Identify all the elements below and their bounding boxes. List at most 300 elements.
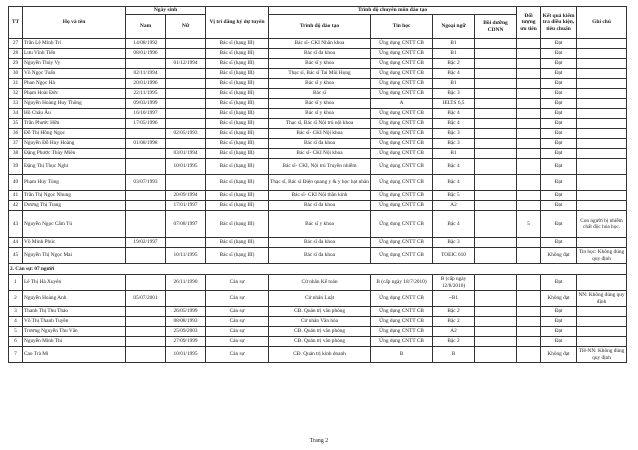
cell-position: Cán sự: [206, 347, 269, 363]
cell-cdnn: [475, 49, 517, 59]
cell-name: Nguyễn Thị Ngọc Mai: [23, 248, 126, 264]
cell-dob-male: [126, 327, 166, 337]
cell-dob-female: 10/11/1995: [166, 248, 206, 264]
cell-dob-female: 25/09/2003: [166, 327, 206, 337]
cell-cdnn: [475, 201, 517, 211]
cell-it: Ứng dụng CNTT CB: [371, 201, 433, 211]
table-header: [9, 7, 627, 39]
header-male: Nam: [126, 15, 166, 39]
section-2: [9, 264, 627, 275]
table-row: [9, 59, 627, 69]
cell-dob-female: 08/08/1993: [166, 317, 206, 327]
table-row: [9, 89, 627, 99]
cell-language: Bậc 4: [433, 119, 475, 129]
cell-language: Bậc 3: [433, 139, 475, 149]
cell-name: Nguyễn Hoàng Anh: [23, 291, 126, 307]
cell-result: Đạt: [541, 59, 577, 69]
cell-dob-male: 20/01/1996: [126, 79, 166, 89]
page-number: Trang 2: [309, 438, 329, 444]
cell-result: Đạt: [541, 201, 577, 211]
cell-tt: 28: [9, 49, 23, 59]
cell-it: Ứng dụng CNTT CB: [371, 337, 433, 347]
cell-training: Cử nhân Kế toán: [269, 275, 371, 291]
cell-priority: [517, 175, 541, 191]
cell-priority: [517, 69, 541, 79]
cell-training: Thạc sĩ, Bác sĩ Nội trú nội khoa: [269, 119, 371, 129]
header-female: Nữ: [166, 15, 206, 39]
table-row: [9, 317, 627, 327]
cell-cdnn: [475, 211, 517, 238]
cell-position: Bác sĩ (hạng III): [206, 238, 269, 248]
cell-it: Ứng dụng CNTT CB: [371, 79, 433, 89]
cell-it: Ứng dụng CNTT CB: [371, 149, 433, 159]
table-row: [9, 238, 627, 248]
cell-dob-male: 22/11/1995: [126, 89, 166, 99]
cell-position: Bác sĩ (hạng III): [206, 109, 269, 119]
cell-dob-female: [166, 79, 206, 89]
cell-note: [577, 307, 627, 317]
cell-language: Bậc 2: [433, 317, 475, 327]
cell-priority: [517, 149, 541, 159]
header-priority: Đối tượng ưu tiên: [517, 7, 541, 39]
cell-training: Bác sĩ y khoa: [269, 99, 371, 109]
cell-cdnn: [475, 248, 517, 264]
cell-result: Đạt: [541, 119, 577, 129]
cell-dob-male: 09/03/1999: [126, 99, 166, 109]
cell-training: Bác sĩ- CKI, Nội trú Truyền nhiễm: [269, 159, 371, 175]
cell-position: Bác sĩ (hạng III): [206, 248, 269, 264]
cell-cdnn: [475, 59, 517, 69]
cell-dob-male: 16/10/1997: [126, 109, 166, 119]
cell-it: Ứng dụng CNTT CB: [371, 248, 433, 264]
cell-tt: 38: [9, 149, 23, 159]
cell-dob-male: [126, 129, 166, 139]
cell-dob-male: 14/08/1992: [126, 39, 166, 49]
cell-priority: [517, 201, 541, 211]
cell-name: Lưu Vĩnh Tiến: [23, 49, 126, 59]
cell-tt: 1: [9, 275, 23, 291]
cell-tt: 31: [9, 79, 23, 89]
cell-it: Ứng dụng CNTT CB: [371, 39, 433, 49]
cell-cdnn: [475, 307, 517, 317]
cell-position: Bác sĩ (hạng III): [206, 49, 269, 59]
cell-name: Lê Thị Hà Xuyên: [23, 275, 126, 291]
cell-name: Trần Phước Hữu: [23, 119, 126, 129]
cell-it: B: [371, 347, 433, 363]
cell-dob-female: 03/01/1994: [166, 149, 206, 159]
cell-name: Hồ Châu Âu: [23, 109, 126, 119]
cell-cdnn: [475, 159, 517, 175]
cell-training: Bác sĩ y khoa: [269, 109, 371, 119]
candidate-table: [8, 6, 627, 363]
cell-language: A2: [433, 201, 475, 211]
cell-position: Bác sĩ (hạng III): [206, 99, 269, 109]
cell-priority: [517, 109, 541, 119]
cell-result: Đạt: [541, 139, 577, 149]
cell-priority: [517, 49, 541, 59]
cell-priority: [517, 317, 541, 327]
cell-tt: 45: [9, 248, 23, 264]
cell-cdnn: [475, 69, 517, 79]
cell-training: Cử nhân Luật: [269, 291, 371, 307]
cell-name: Thanh Thị Thu Thảo: [23, 307, 126, 317]
cell-training: CĐ. Quản trị văn phòng: [269, 307, 371, 317]
cell-note: [577, 238, 627, 248]
cell-it: B (cấp ngày 18/7/2010): [371, 275, 433, 291]
cell-dob-female: [166, 89, 206, 99]
cell-note: [577, 69, 627, 79]
table-row: [9, 275, 627, 291]
header-qualification-group: Trình độ chuyên môn đào tạo: [269, 7, 517, 15]
cell-note: [577, 49, 627, 59]
cell-priority: [517, 238, 541, 248]
cell-priority: [517, 89, 541, 99]
table-row: [9, 248, 627, 264]
cell-dob-male: [126, 275, 166, 291]
cell-result: Đạt: [541, 175, 577, 191]
cell-language: TOEIC 610: [433, 248, 475, 264]
cell-name: Nguyễn Đỗ Huy Hoàng: [23, 139, 126, 149]
cell-priority: 5: [517, 211, 541, 238]
cell-cdnn: [475, 99, 517, 109]
cell-dob-male: [126, 159, 166, 175]
cell-it: Ứng dụng CNTT CB: [371, 317, 433, 327]
cell-name: Võ Minh Phúc: [23, 238, 126, 248]
cell-position: Bác sĩ (hạng III): [206, 69, 269, 79]
cell-cdnn: [475, 275, 517, 291]
cell-language: B1: [433, 79, 475, 89]
cell-name: Trương Nguyễn Thu Vân: [23, 327, 126, 337]
cell-it: Ứng dụng CNTT CB: [371, 175, 433, 191]
cell-it: Ứng dụng CNTT CB: [371, 139, 433, 149]
header-position: Vị trí đăng ký dự tuyển: [206, 7, 269, 39]
cell-name: Đỗ Thị Hồng Ngọc: [23, 129, 126, 139]
cell-position: Bác sĩ (hạng III): [206, 201, 269, 211]
cell-position: Bác sĩ (hạng III): [206, 79, 269, 89]
cell-language: Bậc 5: [433, 191, 475, 201]
cell-language: Bậc 3: [433, 238, 475, 248]
cell-note: [577, 99, 627, 109]
cell-tt: 43: [9, 211, 23, 238]
cell-language: Bậc 4: [433, 69, 475, 79]
cell-position: Bác sĩ (hạng III): [206, 139, 269, 149]
cell-tt: 7: [9, 347, 23, 363]
cell-training: Bác sĩ: [269, 89, 371, 99]
cell-dob-female: [166, 39, 206, 49]
header-dob: Ngày sinh: [126, 7, 206, 15]
cell-language: IELTS 6,5: [433, 99, 475, 109]
table-row: [9, 337, 627, 347]
section-title: 2. Cán sự: 07 người: [9, 264, 627, 275]
cell-training: Bác sĩ đa khoa: [269, 201, 371, 211]
cell-dob-male: [126, 307, 166, 317]
cell-result: Đạt: [541, 317, 577, 327]
cell-cdnn: [475, 191, 517, 201]
cell-result: Đạt: [541, 149, 577, 159]
cell-dob-female: [166, 109, 206, 119]
cell-cdnn: [475, 238, 517, 248]
cell-training: Bác sĩ y khoa: [269, 211, 371, 238]
cell-note: NN: Không đúng quy định: [578, 292, 625, 305]
cell-it: Ứng dụng CNTT CB: [371, 191, 433, 201]
cell-note: [577, 191, 627, 201]
cell-dob-male: [126, 317, 166, 327]
cell-name: Nguyễn Hoàng Huy Thông: [23, 99, 126, 109]
header-language: Ngoại ngữ: [433, 15, 475, 39]
cell-position: Bác sĩ (hạng III): [206, 159, 269, 175]
header-it: Tin học: [371, 15, 433, 39]
cell-result: Không đạt: [541, 291, 577, 307]
cell-language: Bậc 4: [433, 159, 475, 175]
cell-tt: 2: [9, 291, 23, 307]
cell-dob-female: [166, 291, 206, 307]
cell-result: Đạt: [541, 275, 577, 291]
cell-priority: [517, 129, 541, 139]
cell-dob-male: [126, 191, 166, 201]
cell-dob-male: [126, 59, 166, 69]
cell-note: TH-NN: Không đúng quy định: [577, 347, 627, 363]
cell-tt: 33: [9, 99, 23, 109]
cell-it: Ứng dụng CNTT CB: [371, 211, 433, 238]
cell-tt: 29: [9, 59, 23, 69]
cell-position: Bác sĩ (hạng III): [206, 175, 269, 191]
table-row: [9, 327, 627, 337]
table-row: [9, 139, 627, 149]
table-row: [9, 307, 627, 317]
table-row: [9, 109, 627, 119]
cell-language: Bậc 3: [433, 129, 475, 139]
cell-training: Bác sĩ đa khoa: [269, 139, 371, 149]
cell-note: Tin học: Không đúng quy định: [577, 248, 627, 264]
cell-dob-male: 08/01/1996: [126, 49, 166, 59]
cell-result: Đạt: [541, 211, 577, 238]
cell-cdnn: [475, 327, 517, 337]
table-row: [9, 191, 627, 201]
cell-tt: 34: [9, 109, 23, 119]
cell-dob-female: [166, 99, 206, 109]
table-row: [9, 39, 627, 49]
cell-language: B1: [433, 149, 475, 159]
assistant-rows: [9, 275, 627, 363]
cell-cdnn: [475, 291, 517, 307]
cell-note: [577, 109, 627, 119]
cell-cdnn: [475, 39, 517, 49]
cell-name: Võ Thị Thanh Tuyền: [23, 317, 126, 327]
cell-it: Ứng dụng CNTT CB: [371, 109, 433, 119]
cell-cdnn: [475, 79, 517, 89]
cell-dob-male: [126, 211, 166, 238]
table-row: [9, 129, 627, 139]
cell-result: Đạt: [541, 39, 577, 49]
header-name: Họ và tên: [23, 7, 126, 39]
cell-it: Ứng dụng CNTT CB: [371, 49, 433, 59]
cell-cdnn: [475, 337, 517, 347]
cell-result: Đạt: [541, 89, 577, 99]
cell-language: B1: [433, 39, 475, 49]
cell-dob-female: 27/09/1999: [166, 337, 206, 347]
table-row: [9, 119, 627, 129]
cell-note: [577, 139, 627, 149]
cell-note: [577, 159, 627, 175]
cell-position: Cán sự: [206, 291, 269, 307]
cell-name: Nguyễn Minh Thi: [23, 337, 126, 347]
cell-priority: [517, 307, 541, 317]
cell-priority: [517, 99, 541, 109]
table-row: [9, 211, 627, 238]
cell-cdnn: [475, 317, 517, 327]
cell-name: Đặng Thị Thục Nghi: [23, 159, 126, 175]
cell-dob-female: 17/01/1997: [166, 201, 206, 211]
cell-result: Đạt: [541, 159, 577, 175]
cell-dob-male: 19/02/1997: [126, 238, 166, 248]
cell-training: Bác sĩ- CKI Nội khoa: [269, 129, 371, 139]
cell-result: Đạt: [541, 109, 577, 119]
cell-language: Bậc 4: [433, 175, 475, 191]
cell-tt: 30: [9, 69, 23, 79]
cell-position: Cán sự: [206, 337, 269, 347]
cell-priority: [517, 139, 541, 149]
cell-tt: 27: [9, 39, 23, 49]
cell-result: Đạt: [541, 307, 577, 317]
header-result: Kết quả kiểm tra điều kiện, tiêu chuẩn: [541, 7, 577, 39]
cell-it: Ứng dụng CNTT CB: [371, 119, 433, 129]
cell-note: [577, 327, 627, 337]
cell-position: Cán sự: [206, 275, 269, 291]
cell-position: Cán sự: [206, 327, 269, 337]
cell-language: ~B1: [433, 291, 475, 307]
cell-tt: 6: [9, 337, 23, 347]
cell-it: A: [371, 99, 433, 109]
cell-priority: [517, 275, 541, 291]
cell-dob-female: 20/09/1994: [166, 191, 206, 201]
cell-dob-female: [166, 139, 206, 149]
cell-dob-male: [126, 201, 166, 211]
cell-priority: [517, 291, 541, 307]
cell-name: Phan Ngọc Hà: [23, 79, 126, 89]
cell-priority: [517, 39, 541, 49]
cell-cdnn: [475, 139, 517, 149]
cell-dob-male: [126, 149, 166, 159]
cell-position: Bác sĩ (hạng III): [206, 149, 269, 159]
cell-name: Cao Trà Mi: [23, 347, 126, 363]
cell-training: Bác sĩ đa khoa: [269, 49, 371, 59]
cell-it: Ứng dụng CNTT CB: [371, 69, 433, 79]
header-tt: TT: [9, 7, 23, 39]
cell-name: Nguyễn Thúy Vy: [23, 59, 126, 69]
cell-position: Bác sĩ (hạng III): [206, 39, 269, 49]
cell-it: Ứng dụng CNTT CB: [371, 307, 433, 317]
cell-language: B1: [433, 49, 475, 59]
cell-note: [577, 39, 627, 49]
cell-dob-male: 05/07/2001: [126, 291, 166, 307]
cell-result: Không đạt: [541, 248, 577, 264]
cell-note: [577, 317, 627, 327]
cell-position: Bác sĩ (hạng III): [206, 89, 269, 99]
cell-note: [577, 59, 627, 69]
cell-tt: 44: [9, 238, 23, 248]
cell-language: A2: [433, 327, 475, 337]
cell-note: [577, 119, 627, 129]
cell-priority: [517, 191, 541, 201]
table-row: [9, 159, 627, 175]
candidate-list-sheet: [8, 6, 626, 363]
cell-dob-male: [126, 337, 166, 347]
cell-cdnn: [475, 109, 517, 119]
cell-result: Đạt: [541, 327, 577, 337]
cell-result: Đạt: [541, 49, 577, 59]
cell-dob-male: 03/07/1993: [126, 175, 166, 191]
cell-dob-female: [166, 238, 206, 248]
cell-priority: [517, 327, 541, 337]
cell-note: [577, 201, 627, 211]
cell-tt: 37: [9, 139, 23, 149]
cell-it: Ứng dụng CNTT CB: [371, 327, 433, 337]
cell-language: Bậc 4: [433, 109, 475, 119]
cell-training: Bác sĩ- CKI Nội khoa: [269, 149, 371, 159]
doctor-rows: [9, 39, 627, 264]
cell-note: [577, 175, 627, 191]
header-cdnn: Bồi dưỡng CDNN: [475, 15, 517, 39]
cell-position: Bác sĩ (hạng III): [206, 119, 269, 129]
cell-note: [577, 337, 627, 347]
cell-training: Bác sĩ đa khoa: [269, 248, 371, 264]
header-note: Ghi chú: [577, 7, 627, 39]
cell-dob-female: [166, 175, 206, 191]
cell-language: Bậc 3: [433, 89, 475, 99]
cell-position: Cán sự: [206, 307, 269, 317]
cell-result: Đạt: [541, 79, 577, 89]
cell-training: Bác sĩ- CKI Nội thần kinh: [269, 191, 371, 201]
cell-training: CĐ. Quản trị văn phòng: [269, 327, 371, 337]
cell-it: Ứng dụng CNTT CB: [371, 59, 433, 69]
cell-note: [577, 149, 627, 159]
cell-priority: [517, 248, 541, 264]
cell-priority: [517, 337, 541, 347]
table-row: [9, 291, 627, 307]
cell-dob-female: 26/11/1990: [166, 275, 206, 291]
cell-it: Ứng dụng CNTT CB: [371, 129, 433, 139]
cell-position: Bác sĩ (hạng III): [206, 129, 269, 139]
cell-note: Con người bị nhiễm chất độc hóa học.: [577, 211, 627, 238]
cell-name: Phạm Hoài Đức: [23, 89, 126, 99]
cell-language: Bậc 2: [433, 59, 475, 69]
cell-tt: 5: [9, 327, 23, 337]
cell-cdnn: [475, 89, 517, 99]
cell-name: Võ Ngọc Tuấn: [23, 69, 126, 79]
table-row: [9, 149, 627, 159]
cell-priority: [517, 119, 541, 129]
cell-position: Bác sĩ (hạng III): [206, 59, 269, 69]
cell-dob-male: 02/11/1994: [126, 69, 166, 79]
cell-tt: 32: [9, 89, 23, 99]
cell-priority: [517, 59, 541, 69]
cell-result: Đạt: [541, 99, 577, 109]
cell-name: Đặng Phước Thùy Miên: [23, 149, 126, 159]
cell-training: Thạc sĩ, Bác sĩ Điện quang y & y học hạt nhân: [269, 175, 371, 191]
cell-dob-male: 01/08/1998: [126, 139, 166, 149]
cell-language: B (cấp ngày 12/8/2010): [433, 275, 475, 291]
cell-dob-female: 10/01/1995: [166, 159, 206, 175]
cell-dob-female: 01/12/1994: [166, 59, 206, 69]
cell-dob-female: 10/01/1995: [166, 347, 206, 363]
cell-name: Phạm Huy Tùng: [23, 175, 126, 191]
cell-cdnn: [475, 129, 517, 139]
cell-name: Dương Thị Trang: [23, 201, 126, 211]
cell-tt: 41: [9, 191, 23, 201]
cell-training: Bác sĩ y khoa: [269, 79, 371, 89]
table-row: [9, 99, 627, 109]
cell-result: Đạt: [541, 191, 577, 201]
